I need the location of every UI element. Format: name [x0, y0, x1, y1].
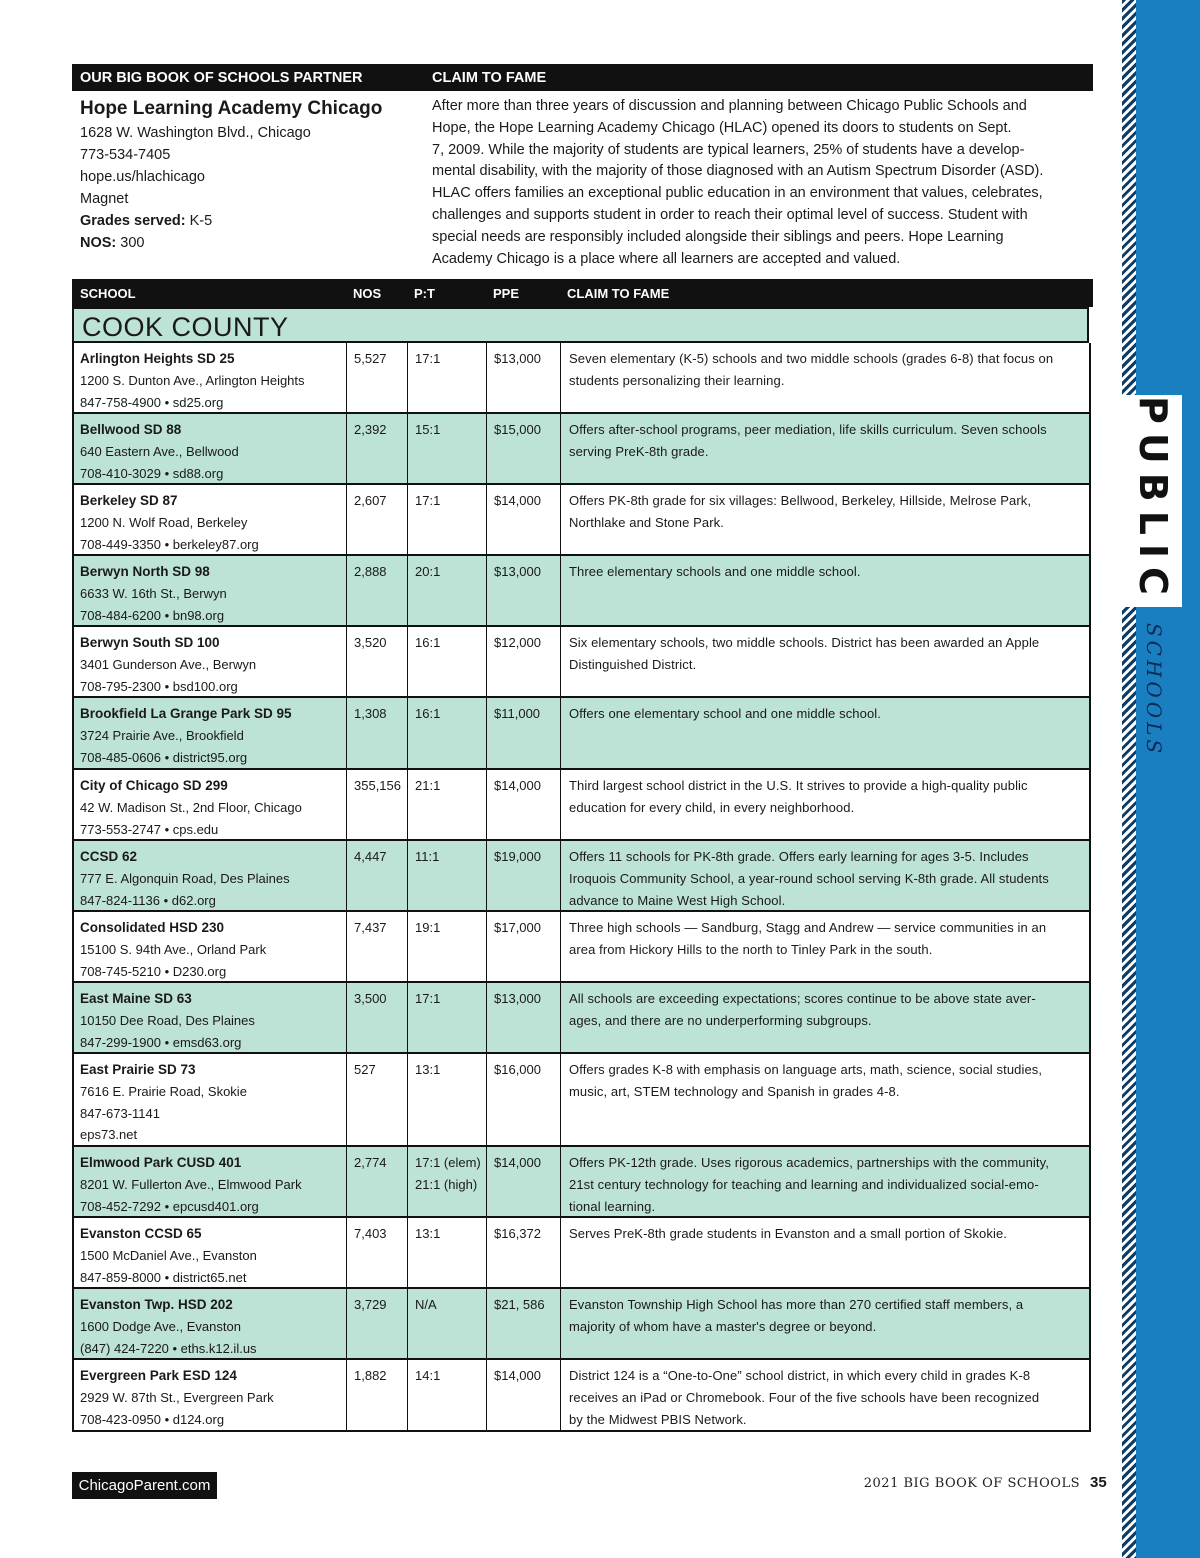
partner-web: hope.us/hlachicago [80, 169, 205, 185]
table-header [72, 279, 1093, 307]
footer-site: ChicagoParent.com [72, 1472, 217, 1499]
nos-cell: 3,520 [346, 627, 407, 696]
table-row [72, 841, 1091, 912]
school-name: Arlington Heights SD 25 [80, 351, 235, 366]
school-contact-line: 3724 Prairie Ave., Brookfield [80, 727, 244, 743]
school-contact-line: 847-758-4900 • sd25.org [80, 394, 224, 410]
school-cell [74, 1289, 346, 1358]
pt-cell [407, 698, 486, 768]
pt-value: 17:1 [415, 493, 441, 508]
table-row [72, 698, 1091, 770]
claim-line: Third largest school district in the U.S. It strives to provide a high-quality public [569, 778, 1028, 793]
claim-line: students personalizing their learning. [569, 372, 785, 388]
ppe-cell: $14,000 [486, 770, 560, 839]
nos-value: 300 [116, 235, 145, 251]
claim-line: Offers 11 schools for PK-8th grade. Offers early learning for ages 3-5. Includes [569, 849, 1029, 864]
ppe-cell: $14,000 [486, 1147, 560, 1216]
partner-type: Magnet [80, 191, 129, 207]
school-contact-line: 708-795-2300 • bsd100.org [80, 678, 238, 694]
claim-line: education for every child, in every neighborhood. [569, 799, 855, 815]
school-cell [74, 414, 346, 483]
pt-value: 19:1 [415, 920, 441, 935]
table-row [72, 983, 1091, 1054]
claim-cell [560, 983, 1089, 1052]
claim-line: ages, and there are no underperforming subgroups. [569, 1012, 872, 1028]
claim-line: Offers PK-8th grade for six villages: Bellwood, Berkeley, Hillside, Melrose Park, [569, 493, 1032, 508]
ppe-cell: $14,000 [486, 485, 560, 554]
pt-value: 20:1 [415, 564, 441, 579]
pt-value: 17:1 [415, 351, 441, 366]
claim-line: Northlake and Stone Park. [569, 514, 724, 530]
school-contact-line: 15100 S. 94th Ave., Orland Park [80, 941, 267, 957]
partner-phone: 773-534-7405 [80, 147, 171, 163]
pt-value: 13:1 [415, 1226, 441, 1241]
partner-claim-line: Academy Chicago is a place where all learners are accepted and valued. [432, 250, 901, 267]
school-name: CCSD 62 [80, 849, 138, 864]
stitch-edge [1122, 0, 1136, 1558]
school-contact-line: 777 E. Algonquin Road, Des Plaines [80, 870, 290, 886]
school-contact-line: 708-452-7292 • epcusd401.org [80, 1198, 259, 1214]
claim-line: Three elementary schools and one middle school. [569, 564, 861, 579]
partner-claim-text [432, 96, 1084, 270]
claim-line: area from Hickory Hills to the north to Tinley Park in the south. [569, 941, 933, 957]
ppe-cell: $16,000 [486, 1054, 560, 1145]
claim-cell [560, 627, 1089, 696]
school-name: Berkeley SD 87 [80, 493, 178, 508]
school-name: Evergreen Park ESD 124 [80, 1368, 237, 1383]
table-row [72, 343, 1091, 414]
school-contact-line: 1200 S. Dunton Ave., Arlington Heights [80, 372, 305, 388]
footer-book-title: 2021 BIG BOOK OF SCHOOLS [863, 1476, 1080, 1491]
pt-cell [407, 841, 486, 910]
ppe-cell: $13,000 [486, 556, 560, 625]
header-pt: P:T [414, 286, 435, 301]
school-name: Elmwood Park CUSD 401 [80, 1155, 242, 1170]
pt-value: 16:1 [415, 706, 441, 721]
partner-claim-line: special needs are responsibly included alongside their siblings and peers. Hope Learning [432, 228, 1004, 245]
pt-value: 15:1 [415, 422, 441, 437]
nos-cell: 527 [346, 1054, 407, 1145]
ppe-cell: $17,000 [486, 912, 560, 981]
school-name: City of Chicago SD 299 [80, 778, 228, 793]
school-contact-line: 6633 W. 16th St., Berwyn [80, 585, 227, 601]
ppe-cell: $13,000 [486, 343, 560, 412]
school-contact-line: 2929 W. 87th St., Evergreen Park [80, 1389, 274, 1405]
pt-value: 21:1 [415, 778, 441, 793]
partner-header-left: OUR BIG BOOK OF SCHOOLS PARTNER [80, 70, 363, 86]
claim-cell [560, 1360, 1089, 1430]
school-cell [74, 912, 346, 981]
school-name: East Prairie SD 73 [80, 1062, 196, 1077]
school-contact-line: 42 W. Madison St., 2nd Floor, Chicago [80, 799, 302, 815]
partner-address: 1628 W. Washington Blvd., Chicago [80, 125, 311, 141]
ppe-cell: $15,000 [486, 414, 560, 483]
table-row [72, 1360, 1091, 1432]
table-row [72, 1289, 1091, 1360]
pt-value: 16:1 [415, 635, 441, 650]
partner-claim-line: HLAC offers families an exceptional public education in an environment that values, celebrates, [432, 185, 1043, 202]
school-cell [74, 983, 346, 1052]
pt-value: 13:1 [415, 1062, 441, 1077]
nos-cell: 2,392 [346, 414, 407, 483]
claim-line: Offers grades K-8 with emphasis on language arts, math, science, social studies, [569, 1062, 1043, 1077]
ppe-cell: $16,372 [486, 1218, 560, 1287]
table-row [72, 1054, 1091, 1147]
partner-claim-line: Hope, the Hope Learning Academy Chicago (HLAC) opened its doors to students on Sept. [432, 119, 1012, 136]
nos-cell: 3,729 [346, 1289, 407, 1358]
pt-cell [407, 343, 486, 412]
claim-line: Evanston Township High School has more than 270 certified staff members, a [569, 1297, 1024, 1312]
pt-value: 17:1 [415, 991, 441, 1006]
school-contact-line: 708-423-0950 • d124.org [80, 1411, 225, 1427]
school-contact-line: 640 Eastern Ave., Bellwood [80, 443, 239, 459]
school-contact-line: eps73.net [80, 1127, 138, 1143]
school-cell [74, 1218, 346, 1287]
claim-cell [560, 912, 1089, 981]
school-contact-line: 3401 Gunderson Ave., Berwyn [80, 656, 257, 672]
school-cell [74, 485, 346, 554]
county-heading: COOK COUNTY [72, 307, 1089, 343]
nos-cell: 1,308 [346, 698, 407, 768]
claim-line: Distinguished District. [569, 656, 697, 672]
school-contact-line: 708-484-6200 • bn98.org [80, 607, 225, 623]
school-name: Evanston CCSD 65 [80, 1226, 202, 1241]
claim-cell [560, 485, 1089, 554]
claim-line: Six elementary schools, two middle schools. District has been awarded an Apple [569, 635, 1040, 650]
claim-cell [560, 1289, 1089, 1358]
school-contact-line: 708-485-0606 • district95.org [80, 749, 248, 765]
school-contact-line: 847-673-1141 [80, 1105, 160, 1121]
school-contact-line: 10150 Dee Road, Des Plaines [80, 1012, 255, 1028]
pt-value: 17:1 (elem) [415, 1155, 481, 1170]
nos-cell: 4,447 [346, 841, 407, 910]
partner-nos [80, 232, 420, 254]
claim-line: Offers PK-12th grade. Uses rigorous academics, partnerships with the community, [569, 1155, 1049, 1170]
nos-cell: 2,774 [346, 1147, 407, 1216]
claim-line: music, art, STEM technology and Spanish in grades 4-8. [569, 1083, 900, 1099]
ppe-cell: $13,000 [486, 983, 560, 1052]
claim-line: receives an iPad or Chromebook. Four of the five schools have been recognized [569, 1389, 1040, 1405]
partner-header-right: CLAIM TO FAME [432, 70, 547, 86]
claim-line: Offers one elementary school and one middle school. [569, 706, 881, 721]
header-nos: NOS [353, 286, 382, 301]
school-cell [74, 841, 346, 910]
partner-info [80, 96, 420, 254]
school-contact-line: 708-410-3029 • sd88.org [80, 465, 224, 481]
pt-cell [407, 983, 486, 1052]
school-name: Consolidated HSD 230 [80, 920, 225, 935]
pt-cell [407, 414, 486, 483]
school-cell [74, 343, 346, 412]
school-name: Bellwood SD 88 [80, 422, 182, 437]
school-contact-line: 847-824-1136 • d62.org [80, 892, 216, 908]
school-contact-line: 1200 N. Wolf Road, Berkeley [80, 514, 248, 530]
claim-cell [560, 841, 1089, 910]
table-row [72, 414, 1091, 485]
claim-cell [560, 343, 1089, 412]
school-name: Evanston Twp. HSD 202 [80, 1297, 233, 1312]
school-contact-line: 847-859-8000 • district65.net [80, 1269, 247, 1285]
ppe-cell: $12,000 [486, 627, 560, 696]
table-row [72, 485, 1091, 556]
ppe-cell: $11,000 [486, 698, 560, 768]
nos-label: NOS: [80, 235, 117, 251]
table-row [72, 770, 1091, 841]
claim-line: Offers after-school programs, peer mediation, life skills curriculum. Seven schools [569, 422, 1047, 437]
pt-value: N/A [415, 1297, 437, 1312]
nos-cell: 355,156 [346, 770, 407, 839]
school-contact-line: 708-449-3350 • berkeley87.org [80, 536, 259, 552]
nos-cell: 3,500 [346, 983, 407, 1052]
nos-cell: 2,888 [346, 556, 407, 625]
school-cell [74, 627, 346, 696]
school-contact-line: 7616 E. Prairie Road, Skokie [80, 1083, 247, 1099]
claim-line: 21st century technology for teaching and learning and individualized social-emo- [569, 1176, 1039, 1192]
claim-line: by the Midwest PBIS Network. [569, 1411, 747, 1427]
section-label: PUBLIC [1131, 396, 1175, 604]
table-row [72, 627, 1091, 698]
table-row [72, 556, 1091, 627]
pt-cell [407, 627, 486, 696]
school-cell [74, 1360, 346, 1430]
claim-line: advance to Maine West High School. [569, 892, 786, 908]
nos-cell: 5,527 [346, 343, 407, 412]
claim-cell [560, 1147, 1089, 1216]
pt-cell [407, 770, 486, 839]
school-cell [74, 556, 346, 625]
partner-claim-line: 7, 2009. While the majority of students are typical learners, 25% of students have a develop- [432, 141, 1025, 158]
header-school: SCHOOL [80, 286, 136, 301]
school-contact-line: 708-745-5210 • D230.org [80, 963, 227, 979]
claim-line: District 124 is a “One-to-One” school district, in which every child in grades K-8 [569, 1368, 1031, 1383]
ppe-cell: $19,000 [486, 841, 560, 910]
nos-cell: 7,437 [346, 912, 407, 981]
header-fame: CLAIM TO FAME [567, 286, 670, 301]
claim-line: majority of whom have a master's degree or beyond. [569, 1318, 877, 1334]
pt-cell [407, 912, 486, 981]
page-number: 35 [1090, 1474, 1107, 1491]
school-contact-line: (847) 424-7220 • eths.k12.il.us [80, 1340, 257, 1356]
school-cell [74, 1054, 346, 1145]
nos-cell: 7,403 [346, 1218, 407, 1287]
claim-line: Three high schools — Sandburg, Stagg and Andrew — service communities in an [569, 920, 1047, 935]
partner-name: Hope Learning Academy Chicago [80, 98, 383, 119]
header-ppe: PPE [493, 286, 520, 301]
claim-cell [560, 556, 1089, 625]
subsection-label: SCHOOLS [1142, 622, 1166, 758]
ppe-cell: $14,000 [486, 1360, 560, 1430]
nos-cell: 2,607 [346, 485, 407, 554]
pt-cell [407, 1054, 486, 1145]
partner-claim-line: mental disability, with the majority of those diagnosed with an Autism Spectrum Disorder (ASD). [432, 163, 1044, 180]
pt-cell [407, 485, 486, 554]
partner-grades [80, 210, 420, 232]
school-name: Berwyn North SD 98 [80, 564, 210, 579]
claim-line: serving PreK-8th grade. [569, 443, 709, 459]
pt-value: 21:1 (high) [415, 1176, 478, 1192]
claim-cell [560, 414, 1089, 483]
school-contact-line: 1600 Dodge Ave., Evanston [80, 1318, 241, 1334]
school-cell [74, 1147, 346, 1216]
school-contact-line: 1500 McDaniel Ave., Evanston [80, 1247, 257, 1263]
partner-claim-line: challenges and supports student in order to reach their optimal level of success. Student with [432, 206, 1028, 223]
pt-cell [407, 1147, 486, 1216]
grades-label: Grades served: [80, 213, 186, 229]
side-band [1122, 0, 1200, 1558]
school-contact-line: 773-553-2747 • cps.edu [80, 821, 219, 837]
school-contact-line: 847-299-1900 • emsd63.org [80, 1034, 242, 1050]
table-row [72, 1218, 1091, 1289]
claim-line: Serves PreK-8th grade students in Evanston and a small portion of Skokie. [569, 1226, 1007, 1241]
pt-value: 11:1 [415, 849, 440, 864]
school-contact-line: 8201 W. Fullerton Ave., Elmwood Park [80, 1176, 302, 1192]
table-row [72, 1147, 1091, 1218]
school-cell [74, 770, 346, 839]
claim-cell [560, 1218, 1089, 1287]
pt-cell [407, 1218, 486, 1287]
school-name: Brookfield La Grange Park SD 95 [80, 706, 292, 721]
claim-line: All schools are exceeding expectations; scores continue to be above state aver- [569, 991, 1036, 1006]
pt-value: 14:1 [415, 1368, 441, 1383]
claim-line: Iroquois Community School, a year-round school serving K-8th grade. All students [569, 870, 1049, 886]
grades-value: K-5 [185, 213, 213, 229]
pt-cell [407, 1289, 486, 1358]
pt-cell [407, 556, 486, 625]
table-row [72, 912, 1091, 983]
partner-header [72, 64, 1093, 91]
claim-line: Seven elementary (K-5) schools and two middle schools (grades 6-8) that focus on [569, 351, 1054, 366]
claim-cell [560, 698, 1089, 768]
school-name: East Maine SD 63 [80, 991, 192, 1006]
claim-cell [560, 770, 1089, 839]
claim-line: tional learning. [569, 1198, 656, 1214]
school-cell [74, 698, 346, 768]
claim-cell [560, 1054, 1089, 1145]
partner-claim-line: After more than three years of discussion and planning between Chicago Public Schools and [432, 98, 1027, 114]
school-name: Berwyn South SD 100 [80, 635, 220, 650]
ppe-cell: $21, 586 [486, 1289, 560, 1358]
nos-cell: 1,882 [346, 1360, 407, 1430]
pt-cell [407, 1360, 486, 1430]
